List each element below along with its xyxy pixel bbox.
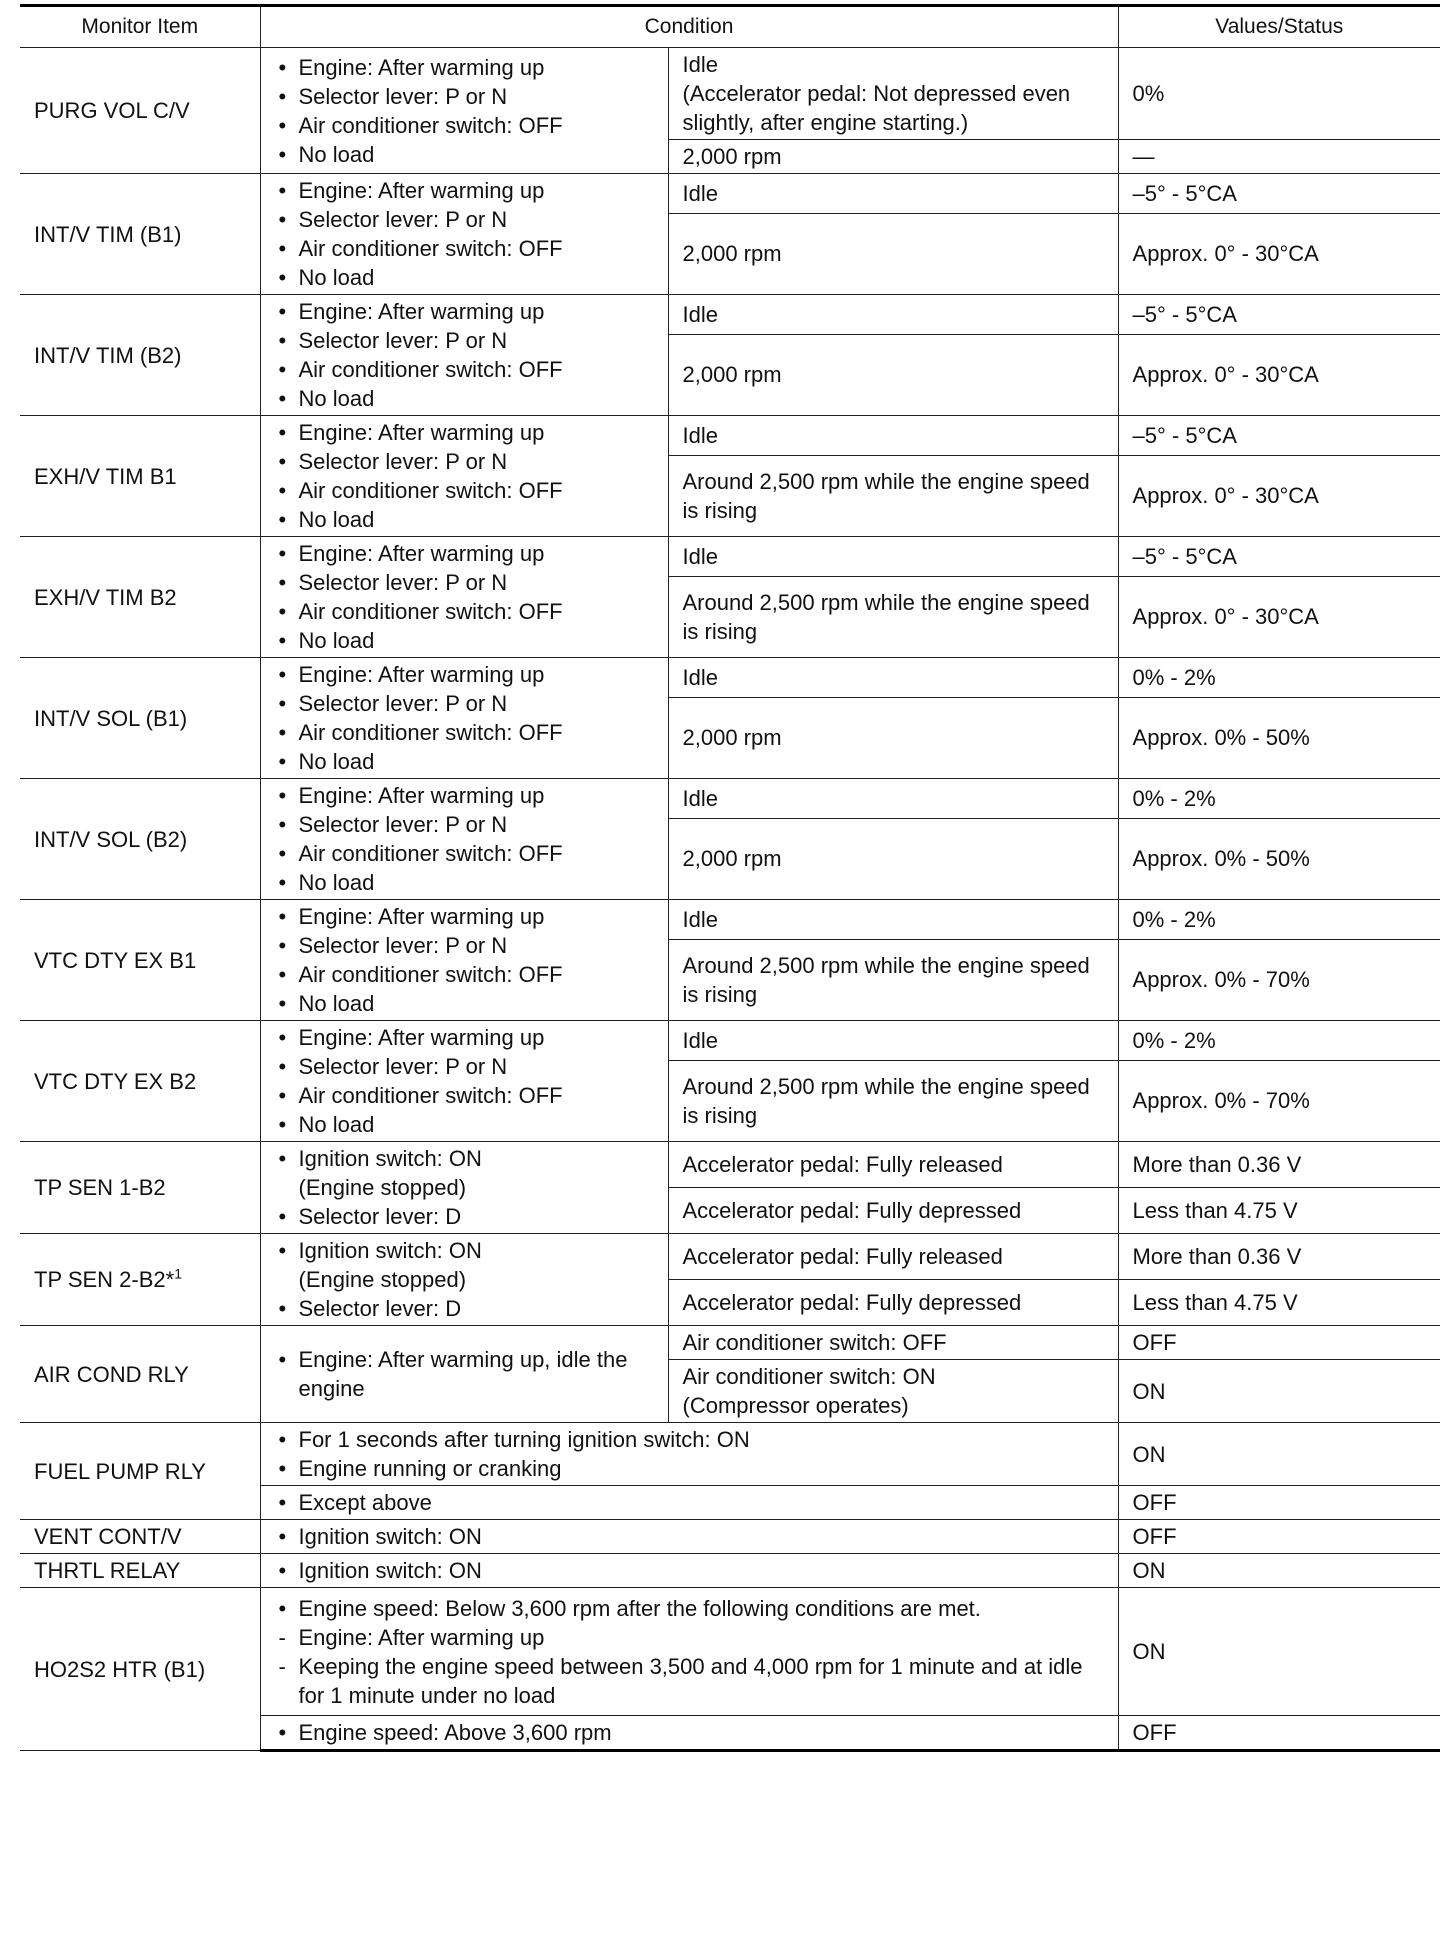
table-row: [20, 1554, 1440, 1588]
value-cell: Less than 4.75 V: [1118, 1280, 1440, 1326]
value-cell: More than 0.36 V: [1118, 1142, 1440, 1188]
condition-bullet: • Engine: After warming up: [275, 297, 660, 326]
monitor-item-cell: TP SEN 1-B2: [20, 1142, 260, 1234]
monitor-item-cell: INT/V TIM (B1): [20, 174, 260, 295]
sub-condition-cell: Air conditioner switch: OFF: [668, 1326, 1118, 1360]
condition-bullet: • Air conditioner switch: OFF: [275, 839, 660, 868]
condition-bullet: • Air conditioner switch: OFF: [275, 718, 660, 747]
condition-bullet: • Ignition switch: ON: [275, 1522, 1110, 1551]
condition-bullet: • Engine: After warming up: [275, 781, 660, 810]
condition-bullet: • Engine: After warming up: [275, 418, 660, 447]
condition-bullet: • No load: [275, 1110, 660, 1139]
condition-bullet: • No load: [275, 626, 660, 655]
condition-bullet: • Engine: After warming up, idle the engine: [275, 1345, 660, 1403]
condition-list-cell: [260, 537, 668, 658]
value-cell: 0% - 2%: [1118, 1021, 1440, 1061]
condition-bullet: • No load: [275, 747, 660, 776]
sub-condition-cell: Around 2,500 rpm while the engine speed is rising: [668, 576, 1118, 657]
condition-list-cell: [260, 1716, 1118, 1751]
table-row: [20, 658, 1440, 698]
condition-note: (Engine stopped): [298, 1267, 467, 1292]
sub-condition-cell: 2,000 rpm: [668, 818, 1118, 899]
condition-bullet: • Engine: After warming up: [275, 539, 660, 568]
table-row: [20, 416, 1440, 456]
condition-bullet: • Engine: After warming up: [275, 53, 660, 82]
condition-list-cell: [260, 1554, 1118, 1588]
condition-bullet: • Engine: After warming up: [275, 660, 660, 689]
condition-bullet: • For 1 seconds after turning ignition switch: ON: [275, 1425, 1110, 1454]
header-condition: Condition: [260, 6, 1118, 48]
sub-condition-cell: 2,000 rpm: [668, 697, 1118, 778]
table-row: [20, 295, 1440, 335]
condition-bullet: • No load: [275, 505, 660, 534]
value-cell: Approx. 0° - 30°CA: [1118, 213, 1440, 294]
value-cell: 0%: [1118, 48, 1440, 140]
condition-bullet: • Air conditioner switch: OFF: [275, 234, 660, 263]
condition-bullet: • No load: [275, 384, 660, 413]
value-cell: –5° - 5°CA: [1118, 537, 1440, 577]
condition-bullet: • No load: [275, 989, 660, 1018]
value-cell: ON: [1118, 1360, 1440, 1423]
value-cell: Approx. 0% - 50%: [1118, 697, 1440, 778]
condition-list-cell: [260, 1234, 668, 1326]
value-cell: Approx. 0° - 30°CA: [1118, 576, 1440, 657]
table-row: [20, 1423, 1440, 1486]
condition-bullet: • Air conditioner switch: OFF: [275, 960, 660, 989]
sub-condition-cell: [668, 1360, 1118, 1423]
condition-bullet: • Selector lever: D: [275, 1294, 660, 1323]
table-row: [20, 537, 1440, 577]
value-cell: Approx. 0% - 70%: [1118, 1060, 1440, 1141]
condition-list-cell: [260, 295, 668, 416]
condition-bullet: • Selector lever: P or N: [275, 205, 660, 234]
sub-condition-cell: Idle: [668, 779, 1118, 819]
value-cell: OFF: [1118, 1486, 1440, 1520]
sub-condition-cell: 2,000 rpm: [668, 334, 1118, 415]
monitor-item-cell: PURG VOL C/V: [20, 48, 260, 174]
value-cell: OFF: [1118, 1520, 1440, 1554]
sub-condition-cell: Idle: [668, 1021, 1118, 1061]
condition-note: (Engine stopped): [298, 1175, 467, 1200]
monitor-item-cell: FUEL PUMP RLY: [20, 1423, 260, 1520]
table-row: [20, 779, 1440, 819]
value-cell: Approx. 0° - 30°CA: [1118, 455, 1440, 536]
sub-condition-cell: Idle: [668, 174, 1118, 214]
condition-list-cell: [260, 48, 668, 174]
monitor-item-cell: INT/V SOL (B2): [20, 779, 260, 900]
condition-bullet: • Selector lever: P or N: [275, 568, 660, 597]
condition-bullet: • Air conditioner switch: OFF: [275, 476, 660, 505]
sub-condition-cell: 2,000 rpm: [668, 140, 1118, 174]
value-cell: 0% - 2%: [1118, 900, 1440, 940]
condition-bullet: • Except above: [275, 1488, 1110, 1517]
condition-bullet: • Engine speed: Below 3,600 rpm after the following conditions are met.: [275, 1594, 1110, 1623]
condition-bullet: • Engine speed: Above 3,600 rpm: [275, 1718, 1110, 1747]
condition-subitem: - Keeping the engine speed between 3,500 and 4,000 rpm for 1 minute and at idle for 1 minute under no load: [275, 1652, 1110, 1710]
monitor-item-cell: EXH/V TIM B2: [20, 537, 260, 658]
monitor-item-cell: [20, 1234, 260, 1326]
table-row: [20, 48, 1440, 140]
monitor-item-cell: INT/V SOL (B1): [20, 658, 260, 779]
table-row: [20, 1234, 1440, 1280]
footnote-marker: 1: [174, 1265, 183, 1282]
sub-condition-cell: Accelerator pedal: Fully released: [668, 1142, 1118, 1188]
monitor-item-table: [20, 4, 1440, 1752]
table-row: [20, 174, 1440, 214]
sub-condition-cell: Idle: [668, 537, 1118, 577]
condition-list-cell: [260, 416, 668, 537]
condition-bullet: • Selector lever: P or N: [275, 447, 660, 476]
condition-list-cell: [260, 1588, 1118, 1716]
condition-bullet: • No load: [275, 263, 660, 292]
sub-condition-cell: Accelerator pedal: Fully depressed: [668, 1280, 1118, 1326]
condition-bullet: • Selector lever: P or N: [275, 82, 660, 111]
table-row: [20, 900, 1440, 940]
monitor-item-cell: EXH/V TIM B1: [20, 416, 260, 537]
condition-list-cell: [260, 658, 668, 779]
condition-bullet: • Air conditioner switch: OFF: [275, 355, 660, 384]
value-cell: More than 0.36 V: [1118, 1234, 1440, 1280]
condition-list-cell: [260, 1326, 668, 1423]
sub-condition-text: Air conditioner switch: ON: [682, 1364, 936, 1389]
condition-list-cell: [260, 1142, 668, 1234]
table-row: [20, 1326, 1440, 1360]
monitor-item-cell: INT/V TIM (B2): [20, 295, 260, 416]
sub-condition-cell: Around 2,500 rpm while the engine speed is rising: [668, 939, 1118, 1020]
condition-bullet: • Selector lever: P or N: [275, 326, 660, 355]
condition-list-cell: [260, 1021, 668, 1142]
condition-bullet: • Ignition switch: ON: [275, 1144, 660, 1173]
condition-bullet: • Air conditioner switch: OFF: [275, 111, 660, 140]
condition-subitem: - Engine: After warming up: [275, 1623, 1110, 1652]
monitor-item-label: TP SEN 2-B2*: [34, 1267, 175, 1292]
value-cell: 0% - 2%: [1118, 779, 1440, 819]
value-cell: 0% - 2%: [1118, 658, 1440, 698]
condition-bullet: • No load: [275, 140, 660, 169]
sub-condition-cell: Idle: [668, 900, 1118, 940]
sub-condition-cell: Idle: [668, 416, 1118, 456]
value-cell: Approx. 0% - 70%: [1118, 939, 1440, 1020]
value-cell: Less than 4.75 V: [1118, 1188, 1440, 1234]
monitor-item-cell: VTC DTY EX B2: [20, 1021, 260, 1142]
sub-condition-cell: Around 2,500 rpm while the engine speed is rising: [668, 455, 1118, 536]
value-cell: ON: [1118, 1554, 1440, 1588]
condition-list-cell: [260, 779, 668, 900]
condition-list-cell: [260, 900, 668, 1021]
monitor-item-cell: VTC DTY EX B1: [20, 900, 260, 1021]
table-row: [20, 1520, 1440, 1554]
monitor-item-cell: AIR COND RLY: [20, 1326, 260, 1423]
monitor-item-cell: VENT CONT/V: [20, 1520, 260, 1554]
condition-list-cell: [260, 174, 668, 295]
condition-bullet: • Engine: After warming up: [275, 1023, 660, 1052]
value-cell: —: [1118, 140, 1440, 174]
condition-bullet: • Selector lever: P or N: [275, 931, 660, 960]
value-cell: OFF: [1118, 1326, 1440, 1360]
condition-bullet: • Engine running or cranking: [275, 1454, 1110, 1483]
sub-condition-cell: Idle: [668, 658, 1118, 698]
condition-bullet: • Air conditioner switch: OFF: [275, 597, 660, 626]
condition-bullet: • Ignition switch: ON: [275, 1556, 1110, 1585]
condition-list-cell: [260, 1423, 1118, 1486]
value-cell: ON: [1118, 1423, 1440, 1486]
header-values-status: Values/Status: [1118, 6, 1440, 48]
value-cell: –5° - 5°CA: [1118, 416, 1440, 456]
value-cell: ON: [1118, 1588, 1440, 1716]
condition-bullet: • Selector lever: D: [275, 1202, 660, 1231]
condition-bullet: • Engine: After warming up: [275, 176, 660, 205]
sub-condition-cell: Accelerator pedal: Fully released: [668, 1234, 1118, 1280]
value-cell: Approx. 0° - 30°CA: [1118, 334, 1440, 415]
monitor-item-table-page: [20, 4, 1440, 1752]
table-header-row: [20, 6, 1440, 48]
condition-bullet: • Engine: After warming up: [275, 902, 660, 931]
condition-bullet: • Selector lever: P or N: [275, 689, 660, 718]
value-cell: –5° - 5°CA: [1118, 295, 1440, 335]
sub-condition-note: (Accelerator pedal: Not depressed even slightly, after engine starting.): [682, 81, 1071, 135]
sub-condition-text: Idle: [682, 52, 718, 77]
value-cell: Approx. 0% - 50%: [1118, 818, 1440, 899]
condition-bullet: • Ignition switch: ON: [275, 1236, 660, 1265]
sub-condition-cell: 2,000 rpm: [668, 213, 1118, 294]
sub-condition-cell: Accelerator pedal: Fully depressed: [668, 1188, 1118, 1234]
monitor-item-cell: HO2S2 HTR (B1): [20, 1588, 260, 1751]
condition-bullet: • No load: [275, 868, 660, 897]
table-row: [20, 1021, 1440, 1061]
header-monitor-item: Monitor Item: [20, 6, 260, 48]
table-row: [20, 1142, 1440, 1188]
sub-condition-cell: [668, 48, 1118, 140]
sub-condition-note: (Compressor operates): [682, 1393, 909, 1418]
condition-bullet: • Air conditioner switch: OFF: [275, 1081, 660, 1110]
table-row: [20, 1588, 1440, 1716]
monitor-item-cell: THRTL RELAY: [20, 1554, 260, 1588]
sub-condition-cell: Idle: [668, 295, 1118, 335]
sub-condition-cell: Around 2,500 rpm while the engine speed is rising: [668, 1060, 1118, 1141]
condition-list-cell: [260, 1520, 1118, 1554]
condition-bullet: • Selector lever: P or N: [275, 810, 660, 839]
value-cell: –5° - 5°CA: [1118, 174, 1440, 214]
condition-list-cell: [260, 1486, 1118, 1520]
condition-bullet: • Selector lever: P or N: [275, 1052, 660, 1081]
value-cell: OFF: [1118, 1716, 1440, 1751]
